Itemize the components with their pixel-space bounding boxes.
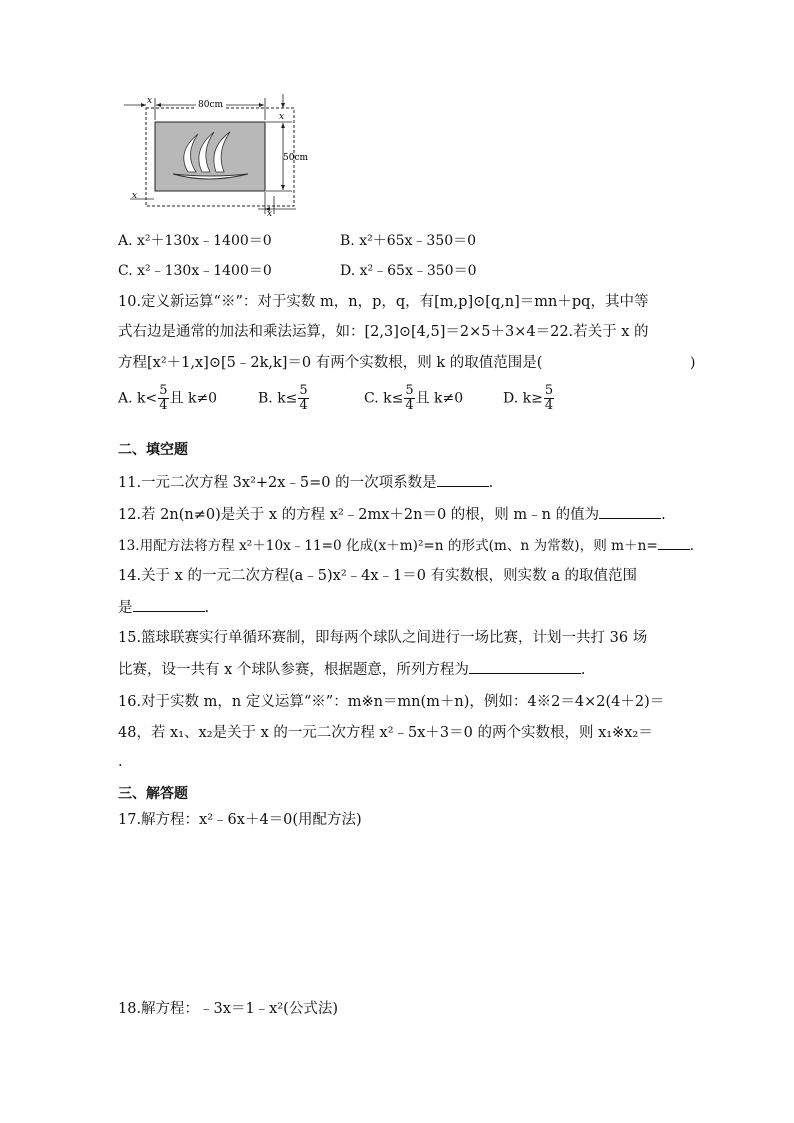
q10-line3: 方程[x²＋1,x]⊙[5﹣2k,k]＝0 有两个实数根，则 k 的取值范围是( [118, 355, 543, 371]
section-heading-solve: 三、解答题 [118, 786, 188, 802]
answer-blank [658, 535, 690, 550]
x-label-bottom-right: x [267, 209, 273, 219]
fraction-5-4: $\frac{5}{4}$ [159, 383, 168, 413]
section-heading-fill-in: 二、填空题 [118, 442, 188, 458]
q10-paren-close: ) [690, 355, 696, 371]
q10-line2: 式右边是通常的加法和乘法运算，如：[2,3]⊙[4,5]＝2×5＋3×4＝22.若关于 x 的 [118, 324, 649, 340]
q10-option-b: B. k≤ $\frac{5}{4}$ [258, 383, 308, 413]
inner-picture [155, 122, 265, 191]
fraction-5-4: $\frac{5}{4}$ [299, 383, 308, 413]
q9-option-d: D. x²﹣65x﹣350＝0 [340, 263, 477, 279]
fraction-5-4: $\frac{5}{4}$ [544, 383, 554, 413]
answer-blank [599, 504, 661, 519]
q10-option-c: C. k≤ $\frac{5}{4}$ 且 k≠0 [364, 383, 464, 413]
q16-line1: 16.对于实数 m，n 定义运算“※”：m※n＝mn(m＋n)，例如：4※2＝4×2(4＋2)＝ [118, 694, 665, 710]
answer-blank [469, 659, 581, 674]
q17: 17.解方程：x²﹣6x＋4＝0(用配方法) [118, 812, 362, 828]
q9-option-b: B. x²＋65x﹣350＝0 [340, 233, 477, 249]
answer-blank [437, 472, 489, 487]
q10-option-a: A. k< $\frac{5}{4}$ 且 k≠0 [118, 383, 218, 413]
q10-option-d: D. k≥ $\frac{5}{4}$ [503, 383, 554, 413]
q13: 13.用配方法将方程 x²＋10x﹣11=0 化成(x＋m)²=n 的形式(m、n 为常数)，则 m＋n= . [118, 535, 694, 556]
q15-line1: 15.篮球联赛实行单循环赛制，即每两个球队之间进行一场比赛，计划一共打 36 场 [118, 630, 648, 646]
q10-line1: 10.定义新运算“※”：对于实数 m，n，p，q，有[m,p]⊙[q,n]＝mn＋pq，其中等 [118, 294, 649, 310]
q18: 18.解方程：﹣3x＝1﹣x²(公式法) [118, 1001, 338, 1017]
q14-line1: 14.关于 x 的一元二次方程(a﹣5)x²﹣4x﹣1＝0 有实数根，则实数 a 的取值范围 [118, 568, 637, 584]
fraction-5-4: $\frac{5}{4}$ [405, 383, 414, 413]
answer-blank [133, 597, 205, 612]
q16-line2: 48，若 x₁、x₂是关于 x 的一元二次方程 x²﹣5x＋3＝0 的两个实数根，则 x₁※x₂＝ [118, 725, 653, 741]
q11: 11.一元二次方程 3x²+2x﹣5=0 的一次项系数是 . [118, 472, 493, 493]
x-label-bottom-left: x [132, 191, 138, 201]
q15-line2: 比赛，设一共有 x 个球队参赛，根据题意，所列方程为 . [118, 659, 586, 680]
x-label-right: x [279, 112, 285, 122]
x-label-top-left: x [147, 96, 153, 106]
q9-option-a: A. x²＋130x﹣1400＝0 [118, 233, 272, 249]
q9-option-c: C. x²﹣130x﹣1400＝0 [118, 263, 272, 279]
height-label: 50cm [283, 153, 309, 163]
frame-diagram [118, 92, 309, 219]
width-label: 80cm [198, 100, 224, 110]
q14-line2: 是 . [118, 597, 209, 618]
q12: 12.若 2n(n≠0)是关于 x 的方程 x²﹣2mx＋2n＝0 的根，则 m﹣n 的值为 . [118, 504, 666, 525]
q16-line3: . [118, 754, 123, 770]
